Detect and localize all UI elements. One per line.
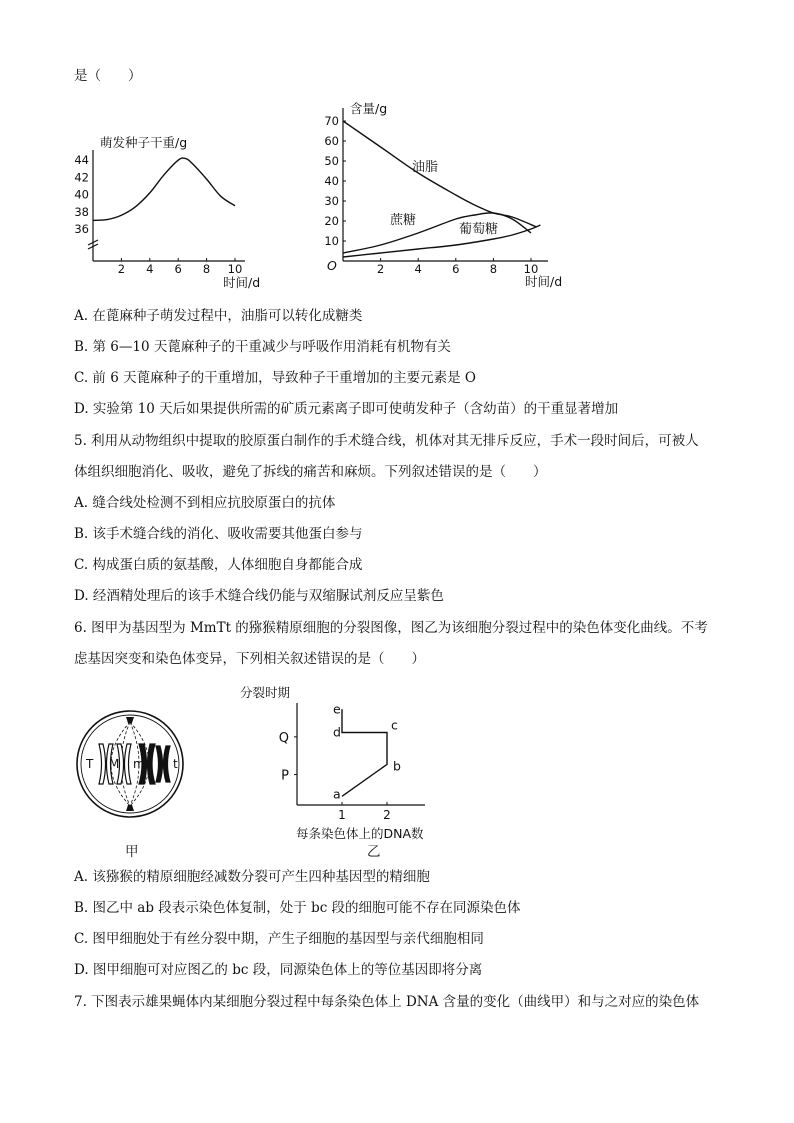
- q4-option-a: A. 在蓖麻种子萌发过程中，油脂可以转化成糖类: [74, 308, 363, 324]
- q4-option-d: D. 实验第 10 天后如果提供所需的矿质元素离子即可使萌发种子（含幼苗）的干重显著增加: [74, 401, 619, 417]
- chart1-y-tick-label: 44: [74, 153, 89, 168]
- q5-option-d: D. 经酒精处理后的该手术缝合线仍能与双缩脲试剂反应呈紫色: [74, 588, 444, 604]
- q6-option-b: B. 图乙中 ab 段表示染色体复制，处于 bc 段的细胞可能不存在同源染色体: [74, 900, 521, 916]
- figure-yi-caption: 乙: [367, 844, 381, 860]
- chart3-series: [333, 701, 401, 801]
- chart2-x-tick-label: 10: [523, 262, 539, 276]
- series-label-sucrose: 蔗糖: [390, 213, 417, 228]
- q6-stem-line2: 虑基因突变和染色体变异，下列相关叙述错误的是（ ）: [74, 651, 425, 667]
- chart3-x-axis-label: 每条染色体上的DNA数: [296, 826, 424, 841]
- q7-stem-line1: 7. 下图表示雄果蝇体内某细胞分裂过程中每条染色体上 DNA 含量的变化（曲线甲）和与之对应的染色体: [74, 994, 700, 1010]
- q5-stem-line1: 5. 利用从动物组织中提取的胶原蛋白制作的手术缝合线，机体对其无排斥反应，手术一段时间后，可被人: [74, 433, 699, 449]
- chart2-x-tick-label: 4: [414, 262, 422, 276]
- chart3-y-tick-label: Q: [278, 730, 289, 746]
- q6-option-d: D. 图甲细胞可对应图乙的 bc 段，同源染色体上的等位基因即将分离: [74, 962, 483, 978]
- chart1-y-axis-label: 萌发种子干重/g: [100, 135, 188, 150]
- chart1-x-axis-label: 时间/d: [223, 275, 261, 290]
- q4-option-c: C. 前 6 天蓖麻种子的干重增加，导致种子干重增加的主要元素是 O: [74, 370, 476, 386]
- chart2-origin-label: O: [327, 258, 337, 273]
- q5-option-c: C. 构成蛋白质的氨基酸，人体细胞自身都能合成: [74, 557, 363, 573]
- chart1-y-tick-label: 40: [74, 187, 89, 202]
- chart2-x-axis-label: 时间/d: [525, 274, 563, 289]
- chart1-x-tick-label: 8: [202, 262, 211, 276]
- chart2-y-tick-label: 10: [324, 234, 339, 248]
- chart1-x-tick-label: 6: [174, 262, 182, 276]
- chart3-axes: [297, 703, 425, 805]
- chart3-x-tick-label: 1: [338, 808, 346, 822]
- chart3-point-label: e: [333, 701, 341, 717]
- series-label-oil: 油脂: [412, 160, 439, 175]
- q6-option-a: A. 该猕猴的精原细胞经减数分裂可产生四种基因型的精细胞: [74, 869, 430, 885]
- chart2-y-tick-label: 20: [324, 214, 339, 228]
- chart1-y-tick-label: 42: [74, 170, 89, 185]
- chart3-series-line: [342, 709, 387, 796]
- series-label-glucose: 葡萄糖: [459, 222, 499, 237]
- chart3-point-label: c: [391, 717, 398, 733]
- chart3-point-label: b: [393, 758, 401, 774]
- q5-option-a: A. 缝合线处检测不到相应抗胶原蛋白的抗体: [74, 495, 336, 511]
- chart2-y-tick-label: 40: [324, 174, 339, 188]
- chart3-y-axis-label: 分裂时期: [240, 685, 291, 700]
- figure-jia-caption: 甲: [125, 844, 139, 860]
- chart3-point-label: a: [333, 786, 341, 802]
- gene-label-M: M: [109, 757, 120, 771]
- q5-option-b: B. 该手术缝合线的消化、吸收需要其他蛋白参与: [74, 526, 363, 542]
- chart2-y-tick-label: 70: [324, 114, 339, 128]
- chart2-x-tick-label: 2: [376, 262, 385, 276]
- chart1-x-tick-label: 2: [117, 262, 126, 276]
- chart3-y-tick-label: P: [281, 768, 289, 784]
- chart1-x-tick-label: 10: [227, 262, 243, 276]
- chart2-y-tick-label: 50: [324, 154, 339, 168]
- gene-label-T: T: [86, 757, 94, 771]
- gene-label-t: t: [173, 757, 178, 771]
- chart1-x-tick-label: 4: [146, 262, 154, 276]
- question-stem-tail: 是（ ）: [74, 68, 142, 84]
- q5-stem-line2: 体组织细胞消化、吸收，避免了拆线的痛苦和麻烦。下列叙述错误的是（ ）: [74, 464, 547, 480]
- q6-option-c: C. 图甲细胞处于有丝分裂中期，产生子细胞的基因型与亲代细胞相同: [74, 931, 484, 947]
- chart2-y-tick-label: 60: [324, 134, 339, 148]
- chart2-y-axis-label: 含量/g: [350, 101, 388, 116]
- chart1-y-tick-label: 38: [74, 204, 89, 219]
- q4-option-b: B. 第 6—10 天蓖麻种子的干重减少与呼吸作用消耗有机物有关: [74, 339, 451, 355]
- chart3-ticks: [279, 731, 391, 822]
- gene-label-m: m: [133, 757, 145, 771]
- chart3-x-tick-label: 2: [383, 808, 391, 822]
- chart3-point-label: d: [333, 724, 341, 740]
- q6-stem-line1: 6. 图甲为基因型为 MmTt 的猕猴精原细胞的分裂图像，图乙为该细胞分裂过程中的染色体变化曲线。不考: [74, 620, 708, 636]
- chart2-x-tick-label: 6: [452, 262, 460, 276]
- chart1-y-tick-label: 36: [74, 222, 89, 236]
- chart2-x-tick-label: 8: [489, 262, 498, 276]
- chart2-y-tick-label: 30: [324, 194, 339, 208]
